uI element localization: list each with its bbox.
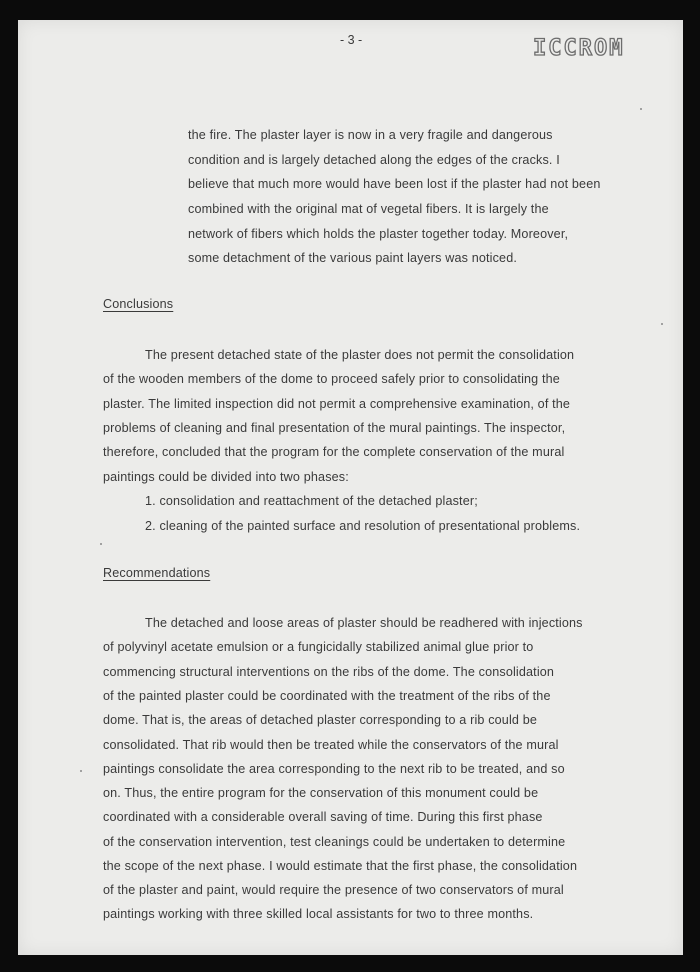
recommendations-line: paintings working with three skilled local assistants for two to three months. bbox=[103, 907, 534, 921]
recommendations-line: on. Thus, the entire program for the conservation of this monument could be bbox=[103, 786, 539, 800]
recommendations-line: paintings consolidate the area corresponding to the next rib to be treated, and so bbox=[103, 762, 565, 776]
conclusions-line: plaster. The limited inspection did not permit a comprehensive examination, of the bbox=[103, 397, 571, 411]
conclusions-line: of the wooden members of the dome to proceed safely prior to consolidating the bbox=[103, 372, 560, 386]
conclusions-line: problems of cleaning and final presentation of the mural paintings. The inspector, bbox=[103, 421, 566, 435]
scan-speck bbox=[640, 108, 642, 110]
conclusions-heading: Conclusions bbox=[103, 297, 174, 311]
recommendations-heading: Recommendations bbox=[103, 566, 211, 580]
recommendations-line: the scope of the next phase. I would estimate that the first phase, the consolidation bbox=[103, 859, 578, 873]
conclusions-line: The present detached state of the plaster does not permit the consolidation bbox=[145, 348, 575, 362]
intro-line: network of fibers which holds the plaster together today. Moreover, bbox=[188, 227, 569, 241]
intro-line: combined with the original mat of vegetal fibers. It is largely the bbox=[188, 202, 549, 216]
scan-speck bbox=[661, 323, 663, 325]
intro-line: believe that much more would have been lost if the plaster had not been bbox=[188, 177, 601, 191]
recommendations-line: of the plaster and paint, would require the presence of two conservators of mural bbox=[103, 883, 564, 897]
iccrom-logo-stamp: ICCROM bbox=[533, 36, 625, 61]
recommendations-line: of the conservation intervention, test cleanings could be undertaken to determine bbox=[103, 835, 566, 849]
recommendations-line: of the painted plaster could be coordinated with the treatment of the ribs of the bbox=[103, 689, 551, 703]
phase-item: 1. consolidation and reattachment of the detached plaster; bbox=[145, 494, 478, 508]
recommendations-line: dome. That is, the areas of detached plaster corresponding to a rib could be bbox=[103, 713, 538, 727]
page-number: - 3 - bbox=[340, 33, 363, 47]
recommendations-line: of polyvinyl acetate emulsion or a fungicidally stabilized animal glue prior to bbox=[103, 640, 534, 654]
scan-speck bbox=[80, 770, 82, 772]
conclusions-line: paintings could be divided into two phases: bbox=[103, 470, 349, 484]
recommendations-line: consolidated. That rib would then be treated while the conservators of the mural bbox=[103, 738, 559, 752]
document-page bbox=[18, 20, 683, 955]
recommendations-line: coordinated with a considerable overall saving of time. During this first phase bbox=[103, 810, 543, 824]
phase-item: 2. cleaning of the painted surface and resolution of presentational problems. bbox=[145, 519, 581, 533]
recommendations-line: The detached and loose areas of plaster should be readhered with injections bbox=[145, 616, 583, 630]
intro-line: condition and is largely detached along the edges of the cracks. I bbox=[188, 153, 560, 167]
intro-line: some detachment of the various paint layers was noticed. bbox=[188, 251, 518, 265]
recommendations-line: commencing structural interventions on the ribs of the dome. The consolidation bbox=[103, 665, 555, 679]
intro-line: the fire. The plaster layer is now in a very fragile and dangerous bbox=[188, 128, 553, 142]
scan-speck bbox=[100, 543, 102, 545]
conclusions-line: therefore, concluded that the program for the complete conservation of the mural bbox=[103, 445, 565, 459]
